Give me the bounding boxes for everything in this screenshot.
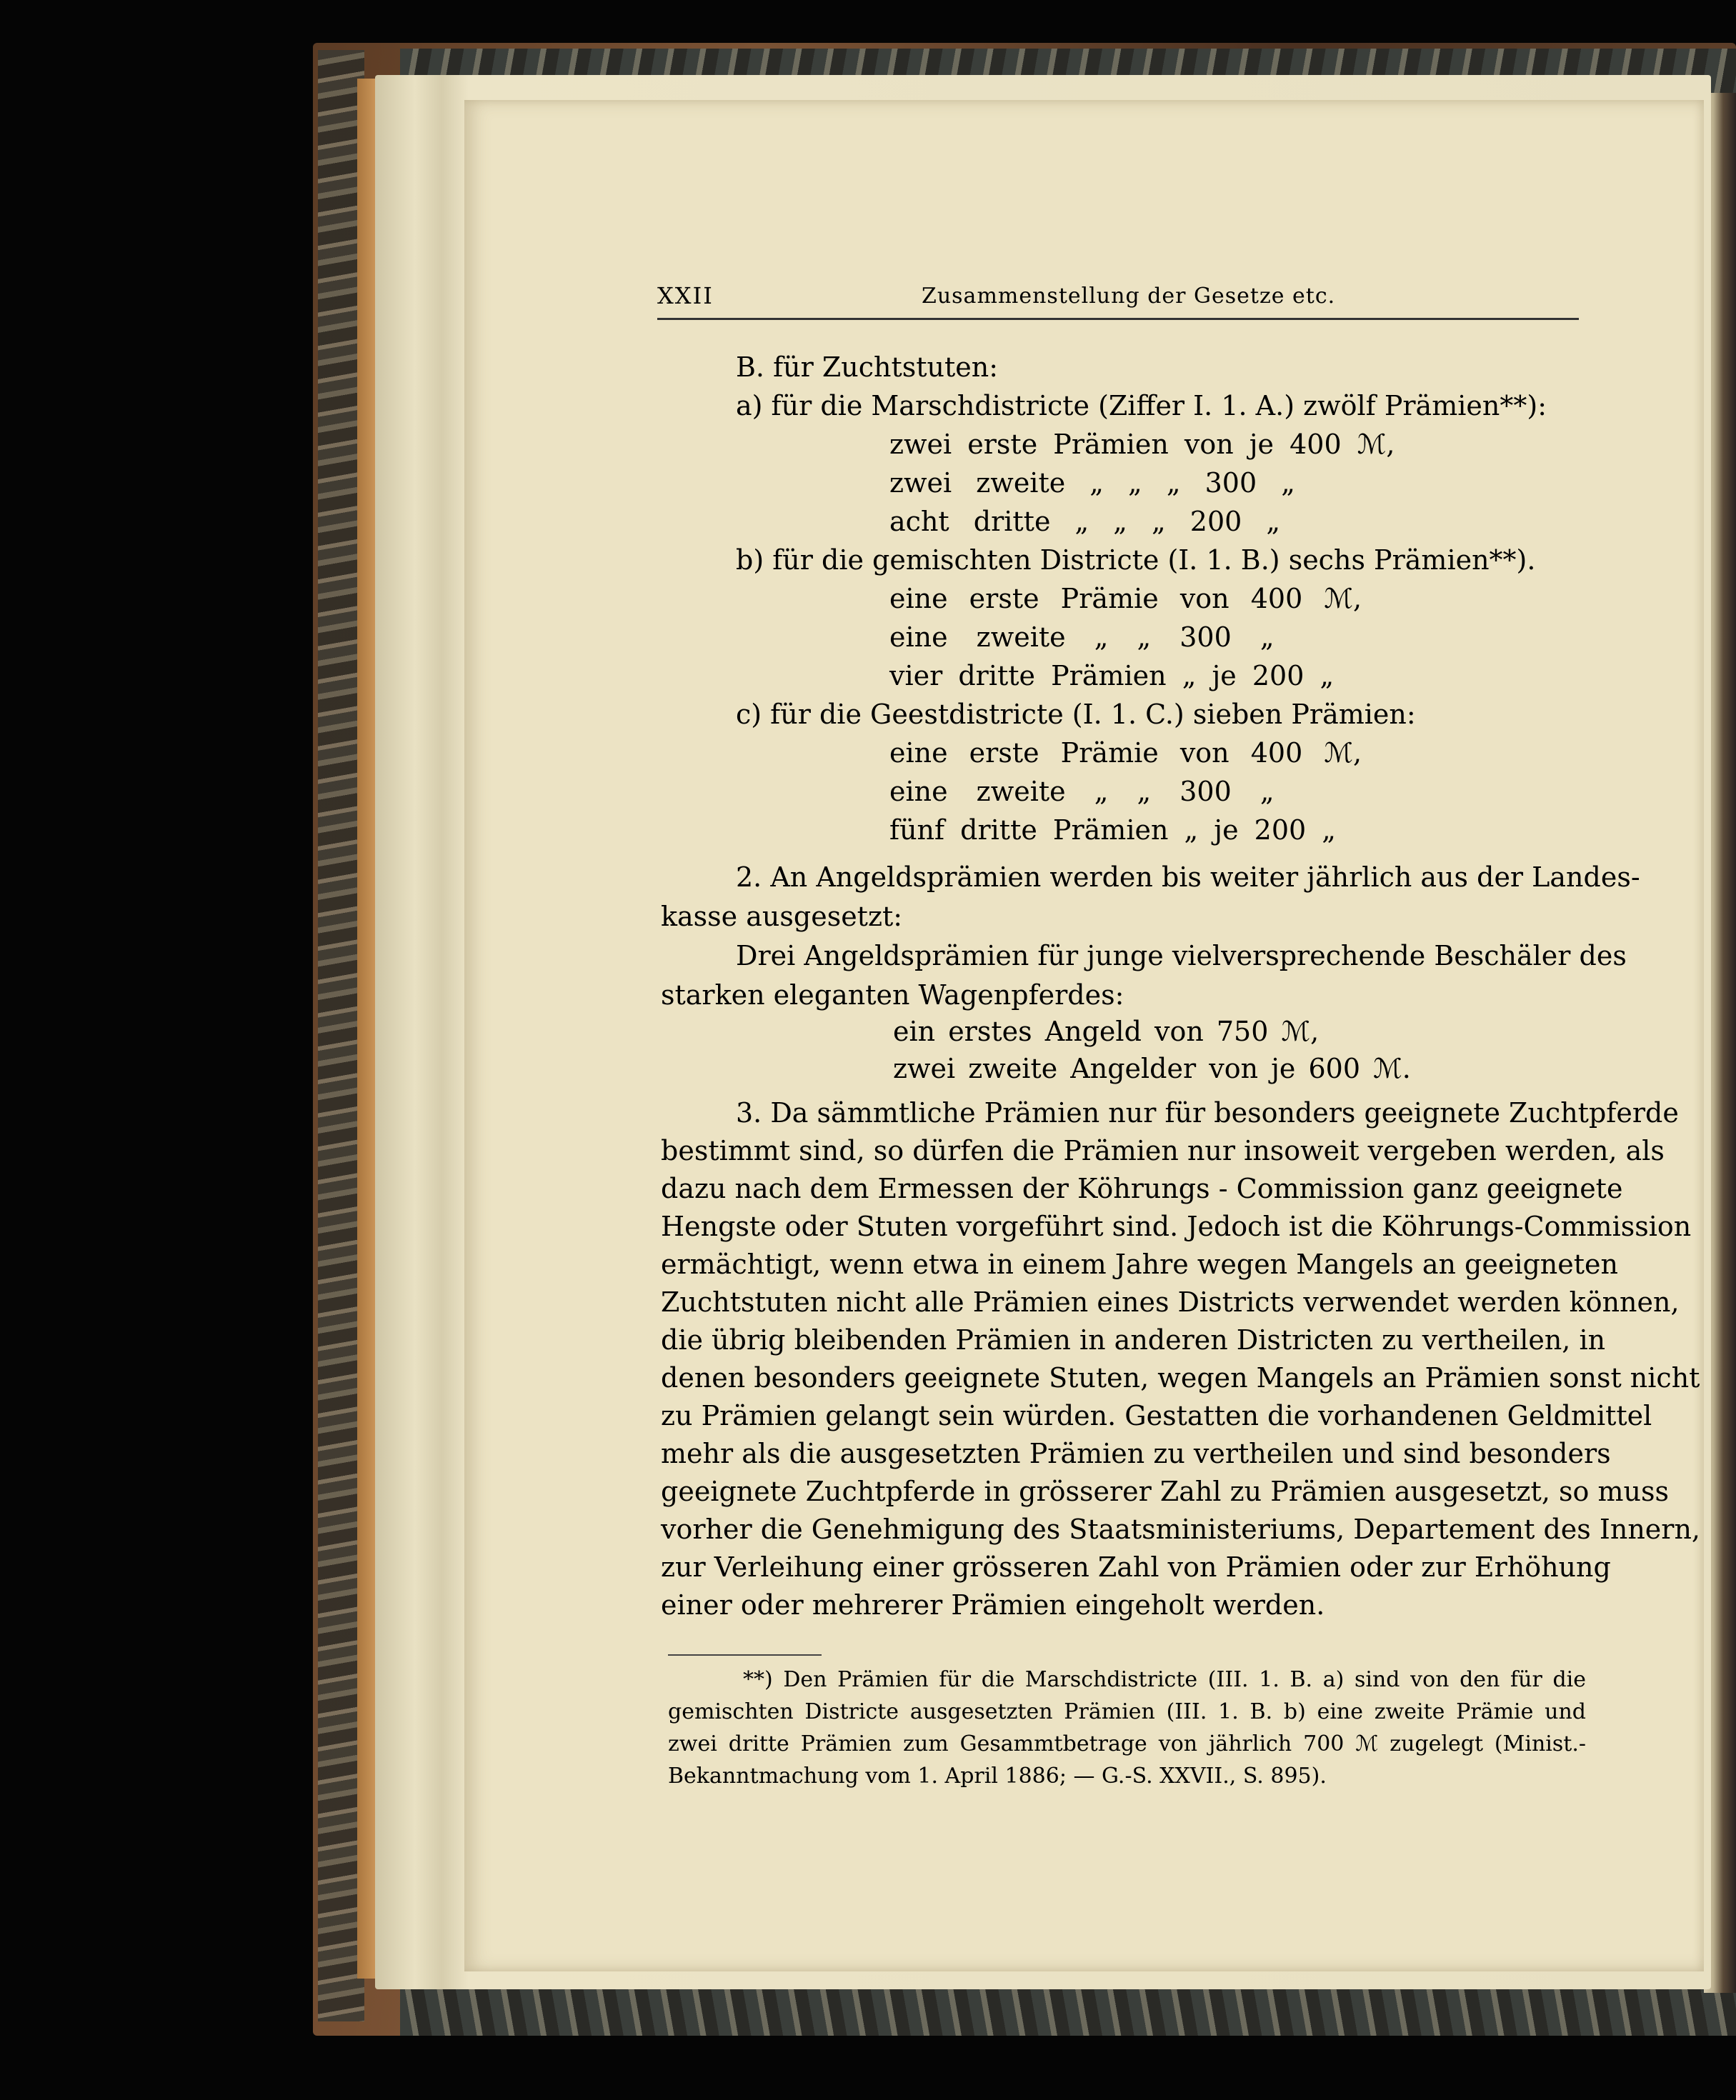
footnote-line: zwei dritte Prämien zum Gesammtbetrage von jährlich 700 ℳ zugelegt (Minist.- — [668, 1731, 1586, 1756]
text-line: a) für die Marschdistricte (Ziffer I. 1. A.) zwölf Prämien**): — [736, 390, 1547, 421]
running-title: Zusammenstellung der Gesetze etc. — [922, 284, 1336, 309]
text-line: zu Prämien gelangt sein würden. Gestatten die vorhandenen Geldmittel — [661, 1400, 1652, 1431]
text-line: kasse ausgesetzt: — [661, 901, 903, 932]
text-line: geeignete Zuchtpferde in grösserer Zahl zu Prämien ausgesetzt, so muss — [661, 1476, 1669, 1507]
footnote-line: gemischten Districte ausgesetzten Prämien (III. 1. B. b) eine zweite Prämie und — [668, 1699, 1586, 1724]
text-line: eine zweite „ „ 300 „ — [889, 621, 1274, 653]
footnote-line: Bekanntmachung vom 1. April 1886; — G.-S. XXVII., S. 895). — [668, 1764, 1327, 1789]
text-line: bestimmt sind, so dürfen die Prämien nur insoweit vergeben werden, als — [661, 1135, 1665, 1166]
page-header — [657, 282, 1579, 320]
text-line: fünf dritte Prämien „ je 200 „ — [889, 814, 1336, 846]
text-line: vier dritte Prämien „ je 200 „ — [889, 660, 1335, 691]
text-line: b) für die gemischten Districte (I. 1. B.) sechs Prämien**). — [736, 544, 1536, 576]
text-line: zwei erste Prämien von je 400 ℳ, — [889, 429, 1395, 460]
text-line: B. für Zuchtstuten: — [736, 351, 999, 383]
text-line: einer oder mehrerer Prämien eingeholt werden. — [661, 1589, 1325, 1621]
text-line: c) für die Geestdistricte (I. 1. C.) sieben Prämien: — [736, 699, 1416, 730]
text-line: starken eleganten Wagenpferdes: — [661, 979, 1124, 1011]
text-line: mehr als die ausgesetzten Prämien zu vertheilen und sind besonders — [661, 1438, 1611, 1469]
footnote-rule — [668, 1654, 822, 1656]
text-line: 2. An Angeldsprämien werden bis weiter jährlich aus der Landes- — [736, 861, 1640, 893]
text-line: zwei zweite Angelder von je 600 ℳ. — [893, 1053, 1411, 1084]
text-line: die übrig bleibenden Prämien in anderen Districten zu vertheilen, in — [661, 1324, 1606, 1356]
text-line: eine erste Prämie von 400 ℳ, — [889, 583, 1362, 614]
footnote-line: **) Den Prämien für die Marschdistricte (III. 1. B. a) sind von den für die — [743, 1667, 1586, 1692]
text-line: ermächtigt, wenn etwa in einem Jahre wegen Mangels an geeigneten — [661, 1249, 1619, 1280]
text-line: Hengste oder Stuten vorgeführt sind. Jedoch ist die Köhrungs-Commission — [661, 1211, 1692, 1242]
text-line: eine erste Prämie von 400 ℳ, — [889, 737, 1362, 769]
text-line: Drei Angeldsprämien für junge vielversprechende Beschäler des — [736, 940, 1627, 971]
text-line: denen besonders geeignete Stuten, wegen Mangels an Prämien sonst nicht — [661, 1362, 1700, 1394]
text-line: zur Verleihung einer grösseren Zahl von Prämien oder zur Erhöhung — [661, 1551, 1611, 1583]
text-line: dazu nach dem Ermessen der Köhrungs - Commission ganz geeignete — [661, 1173, 1623, 1204]
text-line: zwei zweite „ „ „ 300 „ — [889, 467, 1295, 499]
text-line: ein erstes Angeld von 750 ℳ, — [893, 1016, 1320, 1047]
text-line: Zuchtstuten nicht alle Prämien eines Districts verwendet werden können, — [661, 1286, 1680, 1318]
text-line: vorher die Genehmigung des Staatsministeriums, Departement des Innern, — [661, 1514, 1701, 1545]
text-line: eine zweite „ „ 300 „ — [889, 776, 1274, 807]
text-line: 3. Da sämmtliche Prämien nur für besonders geeignete Zuchtpferde — [736, 1097, 1679, 1129]
page-number: XXII — [657, 282, 714, 309]
text-line: acht dritte „ „ „ 200 „ — [889, 506, 1281, 537]
